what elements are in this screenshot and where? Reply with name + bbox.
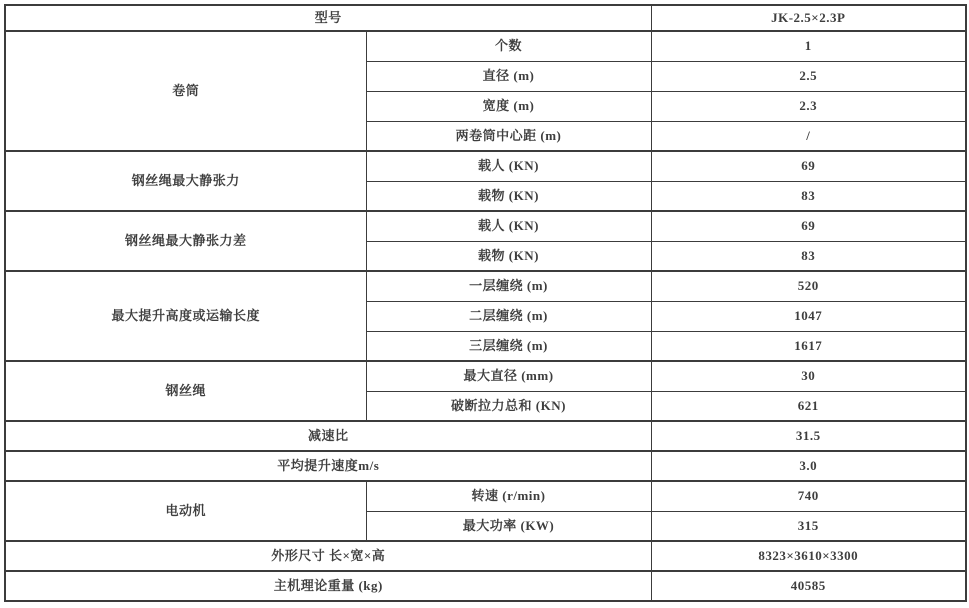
param-cell: 载物 (KN) bbox=[366, 241, 651, 271]
value-cell: 8323×3610×3300 bbox=[651, 541, 966, 571]
param-cell: 二层缠绕 (m) bbox=[366, 301, 651, 331]
value-cell: 2.3 bbox=[651, 91, 966, 121]
param-cell: 破断拉力总和 (KN) bbox=[366, 391, 651, 421]
section-drum-cell: 卷筒 bbox=[5, 31, 366, 151]
param-cell: 载人 (KN) bbox=[366, 211, 651, 241]
value-cell: 30 bbox=[651, 361, 966, 391]
table-row bbox=[5, 211, 966, 241]
value-cell: 2.5 bbox=[651, 61, 966, 91]
param-cell: 一层缠绕 (m) bbox=[366, 271, 651, 301]
value-cell: 315 bbox=[651, 511, 966, 541]
model-value-cell: JK-2.5×2.3P bbox=[651, 5, 966, 31]
table-row bbox=[5, 571, 966, 601]
param-cell: 最大功率 (KW) bbox=[366, 511, 651, 541]
table-row bbox=[5, 271, 966, 301]
value-cell: 40585 bbox=[651, 571, 966, 601]
spec-table bbox=[4, 4, 967, 602]
reduction-ratio-label-cell: 减速比 bbox=[5, 421, 651, 451]
value-cell: 1047 bbox=[651, 301, 966, 331]
value-cell: 83 bbox=[651, 241, 966, 271]
table-row bbox=[5, 541, 966, 571]
value-cell: 31.5 bbox=[651, 421, 966, 451]
param-cell: 宽度 (m) bbox=[366, 91, 651, 121]
machine-weight-label-cell: 主机理论重量 (kg) bbox=[5, 571, 651, 601]
param-cell: 最大直径 (mm) bbox=[366, 361, 651, 391]
average-speed-label-cell: 平均提升速度m/s bbox=[5, 451, 651, 481]
param-cell: 两卷筒中心距 (m) bbox=[366, 121, 651, 151]
value-cell: 3.0 bbox=[651, 451, 966, 481]
param-cell: 载物 (KN) bbox=[366, 181, 651, 211]
table-row bbox=[5, 421, 966, 451]
table-row bbox=[5, 151, 966, 181]
value-cell: 621 bbox=[651, 391, 966, 421]
spec-table-container bbox=[4, 4, 967, 602]
overall-dimensions-label-cell: 外形尺寸 长×宽×高 bbox=[5, 541, 651, 571]
value-cell: 1 bbox=[651, 31, 966, 61]
value-cell: 83 bbox=[651, 181, 966, 211]
model-label-cell: 型号 bbox=[5, 5, 651, 31]
value-cell: 69 bbox=[651, 211, 966, 241]
table-row bbox=[5, 481, 966, 511]
value-cell: 1617 bbox=[651, 331, 966, 361]
param-cell: 载人 (KN) bbox=[366, 151, 651, 181]
table-row bbox=[5, 361, 966, 391]
value-cell: 520 bbox=[651, 271, 966, 301]
value-cell: / bbox=[651, 121, 966, 151]
table-row bbox=[5, 451, 966, 481]
section-max-static-tension-cell: 钢丝绳最大静张力 bbox=[5, 151, 366, 211]
value-cell: 740 bbox=[651, 481, 966, 511]
section-max-lifting-height-cell: 最大提升高度或运输长度 bbox=[5, 271, 366, 361]
table-row bbox=[5, 31, 966, 61]
param-cell: 个数 bbox=[366, 31, 651, 61]
param-cell: 三层缠绕 (m) bbox=[366, 331, 651, 361]
value-cell: 69 bbox=[651, 151, 966, 181]
section-wire-rope-cell: 钢丝绳 bbox=[5, 361, 366, 421]
section-motor-cell: 电动机 bbox=[5, 481, 366, 541]
param-cell: 转速 (r/min) bbox=[366, 481, 651, 511]
param-cell: 直径 (m) bbox=[366, 61, 651, 91]
table-row bbox=[5, 5, 966, 31]
section-max-static-tension-diff-cell: 钢丝绳最大静张力差 bbox=[5, 211, 366, 271]
